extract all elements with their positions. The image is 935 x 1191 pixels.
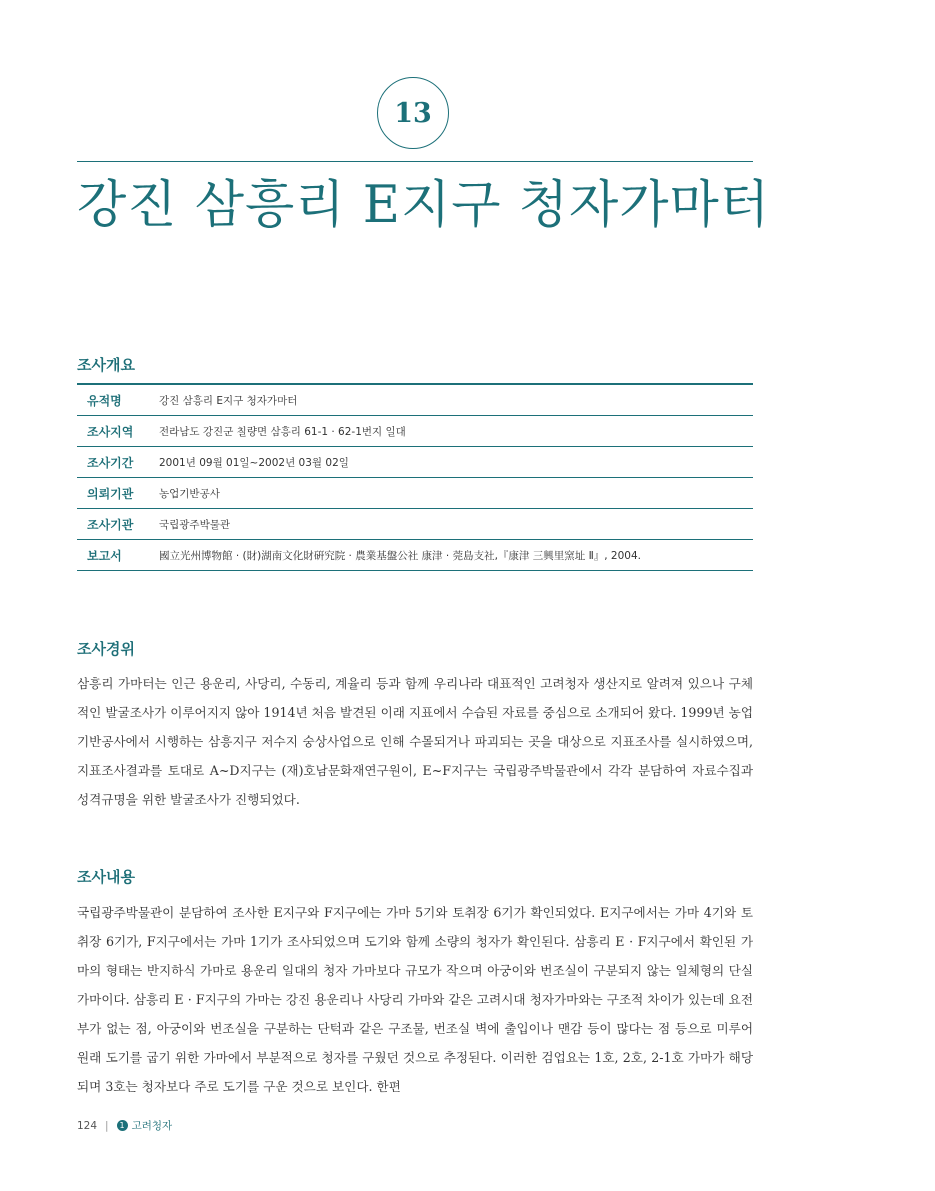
section-name: 고려청자: [131, 1120, 173, 1132]
row-value: 농업기반공사: [159, 487, 220, 500]
row-value: 國立光州博物館 · (財)湖南文化財硏究院 · 農業基盤公社 康津 · 莞島支社,『康津 三興里窯址 Ⅱ』, 2004.: [159, 549, 641, 562]
row-label: 유적명: [87, 393, 122, 408]
table-row: [77, 447, 753, 478]
row-value: 2001년 09월 01일~2002년 03월 02일: [159, 456, 349, 469]
survey-contents-heading: 조사내용: [77, 868, 135, 886]
row-label: 조사지역: [87, 424, 134, 439]
survey-overview-table: [77, 383, 753, 571]
chapter-number-badge: [377, 77, 449, 149]
survey-background-text: 삼흥리 가마터는 인근 용운리, 사당리, 수동리, 계율리 등과 함께 우리나라 대표적인 고려청자 생산지로 알려져 있으나 구체적인 발굴조사가 이루어지지 않아 1914년 처음 발견된 이래 지표에서 수습된 자료를 중심으로 소개되어 왔다. 1999년 농업기반공사에서 시행하는 삼흥지구 저수지 숭상사업으로 인해 수몰되거나 파괴되는 곳을 대상으로 지표조사를 실시하였으며, 지표조사결과를 토대로 A~D지구는 (재)호남문화재연구원이, E~F지구는 국립광주박물관에서 각각 분담하여 자료수집과 성격규명을 위한 발굴조사가 진행되었다.: [77, 676, 753, 807]
row-value: 국립광주박물관: [159, 518, 231, 531]
row-label: 의뢰기관: [87, 486, 134, 501]
table-row: [77, 478, 753, 509]
table-row: [77, 540, 753, 570]
row-value: 강진 삼흥리 E지구 청자가마터: [159, 394, 298, 407]
footer-separator: |: [105, 1119, 109, 1132]
table-row: [77, 509, 753, 540]
survey-contents-text: 국립광주박물관이 분담하여 조사한 E지구와 F지구에는 가마 5기와 토취장 6기가 확인되었다. E지구에서는 가마 4기와 토취장 6기가, F지구에서는 가마 1기가 조사되었으며 도기와 함께 소량의 청자가 확인된다. 삼흥리 E · F지구에서 확인된 가마의 형태는 반지하식 가마로 용운리 일대의 청자 가마보다 규모가 작으며 아궁이와 번조실이 구분되지 않는 일체형의 단실 가마이다. 삼흥리 E · F지구의 가마는 강진 용운리나 사당리 가마와 같은 고려시대 청자가마와는 구조적 차이가 있는데 요전부가 없는 점, 아궁이와 번조실을 구분하는 단턱과 같은 구조물, 번조실 벽에 출입이나 맨감 등이 많다는 점 등으로 미루어 원래 도기를 굽기 위한 가마에서 부분적으로 청자를 구웠던 것으로 추정된다. 이러한 검업요는 1호, 2호, 2-1호 가마가 해당되며 3호는 청자보다 주로 도기를 구운 것으로 보인다. 한편: [77, 905, 753, 1094]
section-number-icon: 1: [117, 1120, 128, 1131]
chapter-number: 13: [394, 97, 432, 129]
survey-background-heading: 조사경위: [77, 640, 135, 658]
page-title: 강진 삼흥리 E지구 청자가마터: [77, 176, 771, 235]
table-row: [77, 385, 753, 416]
row-label: 조사기간: [87, 455, 134, 470]
page-footer: [77, 1118, 172, 1133]
survey-overview-heading: 조사개요: [77, 356, 135, 374]
row-value: 전라남도 강진군 칠량면 삼흥리 61-1 · 62-1번지 일대: [159, 425, 406, 438]
title-divider: [77, 161, 753, 162]
row-label: 조사기관: [87, 517, 134, 532]
row-label: 보고서: [87, 548, 122, 563]
page-number: 124: [77, 1119, 98, 1132]
table-row: [77, 416, 753, 447]
